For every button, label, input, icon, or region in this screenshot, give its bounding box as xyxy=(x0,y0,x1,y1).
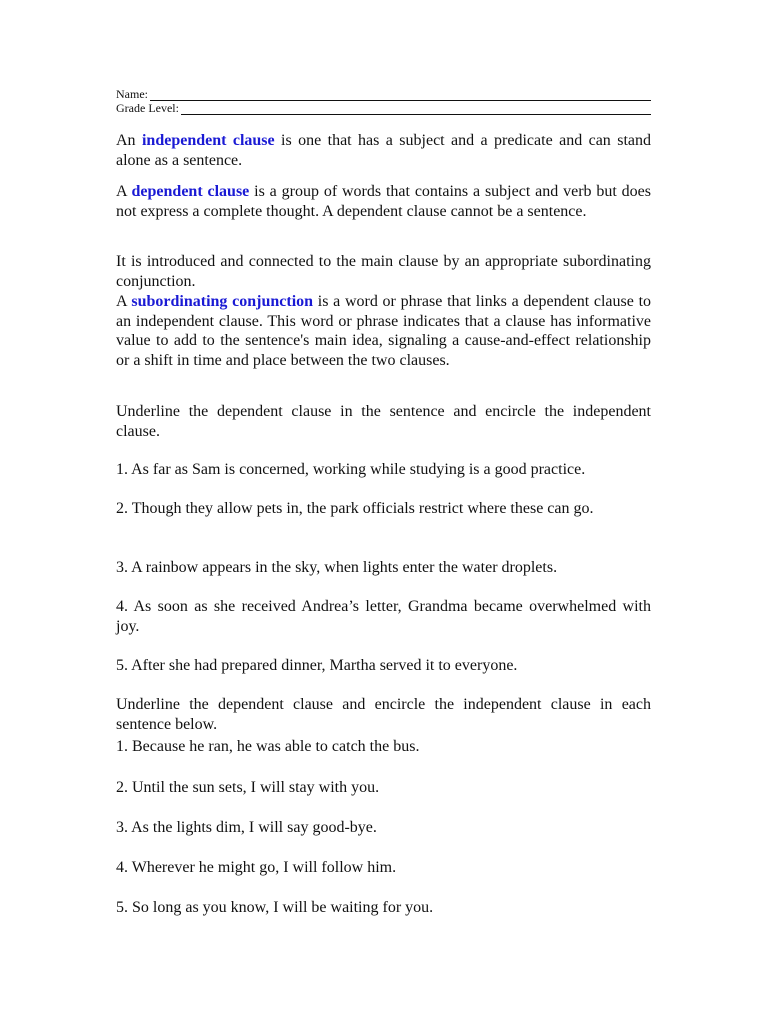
subordinating-conjunction-definition xyxy=(116,292,651,370)
def-text: is a word or phrase that links a dependent clause to an independent clause. This word or phrase indicates that a clause has informative value to add to the sentence's main idea, signaling a cause-and-effect relationship or a shift in time and place between the two clauses. xyxy=(116,293,652,369)
exercise2-instruction: Underline the dependent clause and encircle the independent clause in each sentence below. xyxy=(116,696,651,733)
exercise1-item: 5. After she had prepared dinner, Martha served it to everyone. xyxy=(116,657,518,674)
term-dependent-clause: dependent clause xyxy=(131,183,250,200)
term-subordinating-conjunction: subordinating conjunction xyxy=(131,293,314,310)
exercise1-instruction: Underline the dependent clause in the sentence and encircle the independent clause. xyxy=(116,403,651,440)
independent-clause-definition xyxy=(116,131,651,170)
exercise2-item: 4. Wherever he might go, I will follow him. xyxy=(116,859,397,876)
exercise2-item: 2. Until the sun sets, I will stay with you. xyxy=(116,779,380,796)
grade-blank[interactable] xyxy=(181,103,651,115)
term-independent-clause: independent clause xyxy=(141,132,275,149)
name-label: Name: xyxy=(116,87,148,101)
exercise1-item: 4. As soon as she received Andrea’s letter, Grandma became overwhelmed with joy. xyxy=(116,598,651,635)
exercise1-item: 1. As far as Sam is concerned, working while studying is a good practice. xyxy=(116,461,586,478)
exercise1-item: 3. A rainbow appears in the sky, when lights enter the water droplets. xyxy=(116,559,558,576)
grade-line xyxy=(116,102,651,115)
exercise2-item: 3. As the lights dim, I will say good-bye. xyxy=(116,819,377,836)
grade-label: Grade Level: xyxy=(116,101,179,115)
name-blank[interactable] xyxy=(150,89,651,101)
name-line xyxy=(116,88,651,101)
introduced-paragraph: It is introduced and connected to the main clause by an appropriate subordinating conjunction. xyxy=(116,253,651,290)
def-text: An xyxy=(116,132,142,149)
exercise1-item: 2. Though they allow pets in, the park officials restrict where these can go. xyxy=(116,500,594,517)
exercise2-item: 1. Because he ran, he was able to catch the bus. xyxy=(116,738,420,755)
dependent-clause-definition xyxy=(116,182,651,221)
def-text: A xyxy=(116,293,132,310)
def-text: is a group of words that contains a subject and verb but does not express a complete thought. A dependent clause cannot be a sentence. xyxy=(116,183,652,220)
exercise2-item: 5. So long as you know, I will be waiting for you. xyxy=(116,899,434,916)
def-text: is one that has a subject and a predicate and can stand alone as a sentence. xyxy=(116,132,651,169)
def-text: A xyxy=(116,183,132,200)
